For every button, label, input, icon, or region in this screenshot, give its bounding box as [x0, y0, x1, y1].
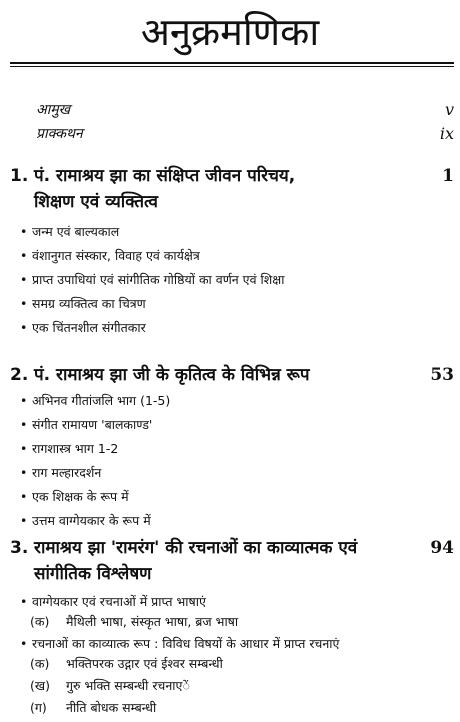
title-rule-thick: [10, 62, 454, 64]
prelim-entry: [36, 100, 454, 120]
prelim-label: प्राक्कथन: [36, 126, 83, 142]
sub-item-label: (ख): [30, 678, 50, 693]
list-item-text: रागशास्त्र भाग 1-2: [32, 441, 119, 456]
chapter-page: 53: [430, 365, 454, 385]
bullet-icon: •: [20, 272, 28, 287]
bullet-icon: •: [20, 636, 28, 651]
prelim-page: ix: [439, 124, 454, 143]
chapter-title: [34, 535, 394, 587]
bullet-icon: •: [20, 248, 28, 263]
list-item-text: वंशानुगत संस्कार, विवाह एवं कार्यक्षेत्र: [32, 248, 200, 263]
chapter-title-line: सांगीतिक विश्लेषण: [34, 564, 152, 584]
list-item-text: राग मल्हारदर्शन: [32, 465, 102, 480]
bullet-icon: •: [20, 489, 28, 504]
chapter-page: 1: [442, 166, 454, 186]
sub-item-text: गुरु भक्ति सम्बन्धी रचनाएें: [66, 678, 190, 693]
list-item-text: वाग्गेयकार एवं रचनाओं में प्राप्त भाषाएं: [32, 594, 206, 609]
page-title: अनुक्रमणिका: [140, 10, 320, 54]
bullet-icon: •: [20, 594, 28, 609]
bullet-icon: •: [20, 320, 28, 335]
list-item-text: संगीत रामायण 'बालकाण्ड': [32, 417, 153, 432]
bullet-icon: •: [20, 441, 28, 456]
chapter-title-line: पं. रामाश्रय झा का संक्षिप्त जीवन परिचय,: [34, 166, 296, 186]
bullet-icon: •: [20, 513, 28, 528]
bullet-icon: •: [20, 417, 28, 432]
list-item-text: जन्म एवं बाल्यकाल: [32, 224, 120, 239]
chapter-heading: [10, 362, 454, 390]
chapter-number: 2.: [10, 365, 29, 385]
list-item-text: एक चिंतनशील संगीतकार: [32, 320, 146, 335]
bullet-icon: •: [20, 393, 28, 408]
chapter-heading: [10, 535, 454, 589]
sub-item-text: नीति बोधक सम्बन्धी: [66, 700, 157, 715]
sub-item-label: (क): [30, 614, 50, 629]
sub-item-text: भक्तिपरक उद्गार एवं ईश्वर सम्बन्धी: [66, 656, 223, 671]
chapter-heading: [10, 163, 454, 217]
bullet-icon: •: [20, 465, 28, 480]
chapter-title: [34, 362, 394, 388]
bullet-icon: •: [20, 224, 28, 239]
list-item-text: रचनाओं का काव्यात्क रूप : विविध विषयों के आधार में प्राप्त रचनाएं: [32, 636, 340, 651]
prelim-page: v: [444, 100, 454, 119]
list-item-text: एक शिक्षक के रूप में: [32, 489, 129, 504]
prelim-label: आमुख: [36, 102, 71, 118]
chapter-page: 94: [430, 538, 454, 558]
list-item-text: अभिनव गीतांजलि भाग (1-5): [32, 393, 171, 408]
chapter-title-line: रामाश्रय झा 'रामरंग' की रचनाओं का काव्यात्मक एवं: [34, 538, 358, 558]
sub-item-label: (क): [30, 656, 50, 671]
bullet-icon: •: [20, 296, 28, 311]
title-rule-thin: [10, 66, 454, 67]
chapter-title-line: पं. रामाश्रय झा जी के कृतित्व के विभिन्न रूप: [34, 365, 310, 385]
prelim-entry: [36, 124, 454, 144]
list-item-text: समग्र व्यक्तित्व का चित्रण: [32, 296, 146, 311]
list-item-text: उत्तम वाग्गेयकार के रूप में: [32, 513, 151, 528]
sub-item-text: मैथिली भाषा, संस्कृत भाषा, ब्रज भाषा: [66, 614, 239, 629]
sub-item-label: (ग): [30, 700, 47, 715]
chapter-number: 1.: [10, 166, 29, 186]
list-item-text: प्राप्त उपाधियां एवं सांगीतिक गोष्ठियों का वर्णन एवं शिक्षा: [32, 272, 285, 287]
chapter-number: 3.: [10, 538, 29, 558]
chapter-title-line: शिक्षण एवं व्यक्तित्व: [34, 192, 158, 212]
chapter-title: [34, 163, 394, 215]
